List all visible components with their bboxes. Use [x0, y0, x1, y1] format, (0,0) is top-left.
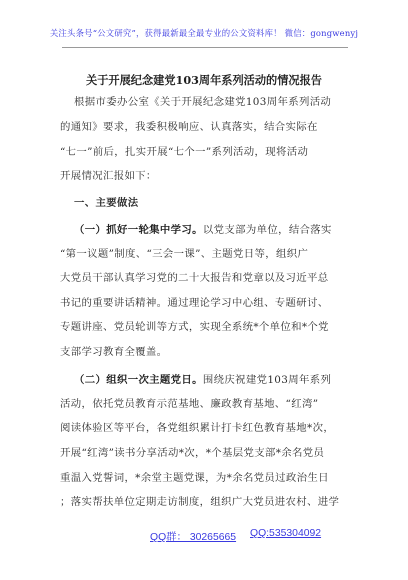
intro-line: 开展情况汇报如下：: [60, 170, 157, 182]
item2-first-line-text: 围绕庆祝建党103周年系列: [202, 374, 332, 386]
section-heading: 一、主要做法: [74, 197, 139, 209]
item1-heading: （一）抓好一轮集中学习。: [74, 224, 203, 236]
item1-line: 专题讲座、党员轮训等方式，实现全系统*个单位和*个党: [60, 321, 329, 333]
qq-group-link[interactable]: QQ群： 30265665: [150, 532, 237, 543]
item2-line: 阅读体验区等平台，各党组织累计打卡红色教育基地*次，: [60, 422, 335, 434]
item2-line: ；落实帮扶单位定期走访制度，组织广大党员进农村、进学: [60, 496, 340, 508]
intro-line: 根据市委办公室《关于开展纪念建党103周年系列活动: [74, 96, 332, 108]
item1-line: 书记的重要讲话精神。通过理论学习中心组、专题研讨、: [60, 297, 329, 309]
document-title: 关于开展纪念建党103周年系列活动的情况报告: [86, 73, 322, 87]
item2-line: 重温入党誓词，*余堂主题党课，为*余名党员过政治生日: [60, 472, 329, 484]
item1-line: 大党员干部认真学习党的二十大报告和党章以及习近平总: [60, 272, 329, 284]
item1-line: 支部学习教育全覆盖。: [60, 346, 168, 358]
item2-line: 活动，依托党员教育示范基地、廉政教育基地、“红湾”: [60, 398, 319, 410]
intro-line: “七一”前后，扎实开展“七个一”系列活动，现将活动: [60, 146, 309, 158]
item1-line: “第一议题”制度、“三会一课”、主题党日等，组织广: [60, 248, 309, 260]
promo-banner[interactable]: 关注头条号“公文研究”，获得最新最全最专业的公文资料库！ 微信：gongwenyj: [49, 28, 359, 38]
item1-first-line-text: 以党支部为单位，结合落实: [202, 224, 332, 236]
qq-contact-link[interactable]: QQ:535304092: [250, 528, 322, 539]
item2-first-line: [74, 373, 331, 387]
item2-heading: （二）组织一次主题党日。: [74, 374, 203, 386]
header-divider: [62, 47, 348, 48]
intro-line: 的通知》要求，我委积极响应、认真落实，结合实际在: [60, 121, 318, 133]
item2-line: 开展“红湾”读书分享活动*次，*个基层党支部*余名党员: [60, 447, 325, 459]
item1-first-line: [74, 223, 332, 237]
